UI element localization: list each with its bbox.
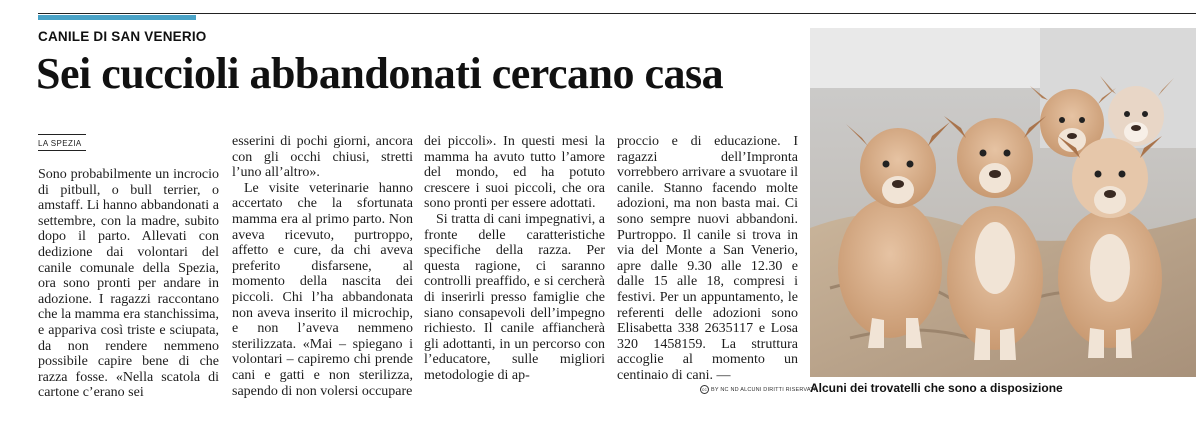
article-column-1: [38, 167, 219, 401]
top-rule: [38, 13, 1196, 14]
puppies-photo: [810, 28, 1196, 377]
paragraph: esserini di pochi giorni, ancora con gli occhi chiusi, stretti l’uno all’altro».: [232, 134, 413, 181]
article-column-3: [424, 134, 605, 384]
paragraph: Si tratta di cani impegnativi, a fronte delle caratteristiche specifiche della razza. Per questa ragione, ci saranno controlli preaffido, e si cercherà di inserirli presso famiglie che siano consapevoli dell’impegno richiesto. Il canile affiancherà gli adottanti, in un percorso con l’educatore, sulle migliori metodologie di ap-: [424, 211, 605, 383]
article-column-2: [232, 134, 413, 399]
place-rule-bottom: [38, 150, 86, 151]
kicker: CANILE DI SAN VENERIO: [38, 29, 207, 44]
dateline-place: LA SPEZIA: [38, 139, 82, 148]
section-accent-bar: [38, 15, 196, 20]
paragraph: proccio e di educazione. I ragazzi dell’Impronta vorrebbero arrivare a svuotare il canile. Stanno facendo molte adozioni, ma non basta mai. Ci sono sempre nuovi abbandoni. Purtroppo. Il canile si trova in via del Monte a San Venerio, apre dalle 9.30 alle 12.30 e dalle 15 alle 18, compresi i festivi. Per un appuntamento, le referenti delle adozioni sono Elisabetta 338 2635117 e Losa 320 1458159. La struttura accoglie al momento un centinaio di cani. —: [617, 134, 798, 383]
headline: Sei cuccioli abbandonati cercano casa: [36, 49, 724, 98]
creative-commons-icon: cc: [700, 385, 709, 394]
paragraph: Sono probabilmente un incrocio di pitbull, o bull terrier, o amstaff. Li hanno abbandonati a settembre, con la madre, subito dopo il parto. Allevati con dedizione dai volontari del canile comunale della Spezia, ora sono pronti per andare in adozione. I ragazzi raccontano che la mamma era stanchissima, e appariva così triste e sciupata, da non rendere nemmeno possibile capire bene di che razza fosse. «Nella scatola di cartone c’erano sei: [38, 167, 219, 401]
photo-caption: Alcuni dei trovatelli che sono a disposizione: [810, 381, 1063, 395]
license-credit: cc BY NC ND ALCUNI DIRITTI RISERVATI: [700, 385, 816, 394]
puppies-illustration: [810, 28, 1196, 377]
article-column-4: [617, 134, 798, 384]
paragraph: dei piccoli». In questi mesi la mamma ha avuto tutto l’amore del mondo, ed ha potuto crescere i suoi piccoli, che ora sono pronti per essere adottati.: [424, 134, 605, 212]
place-rule-top: [38, 134, 86, 135]
paragraph: Le visite veterinarie hanno accertato che la sfortunata mamma era al primo parto. Non aveva ricevuto, purtroppo, affetto e cure, da chi aveva preferito disfarsene, al momento della nascita dei piccoli. Chi l’ha abbandonata non aveva inserito il microchip, e non l’aveva nemmeno sterilizzata. «Mai – spiegano i volontari – capiremo chi prende cani e gatti e non sterilizza, sapendo di non volersi occupare: [232, 180, 413, 399]
